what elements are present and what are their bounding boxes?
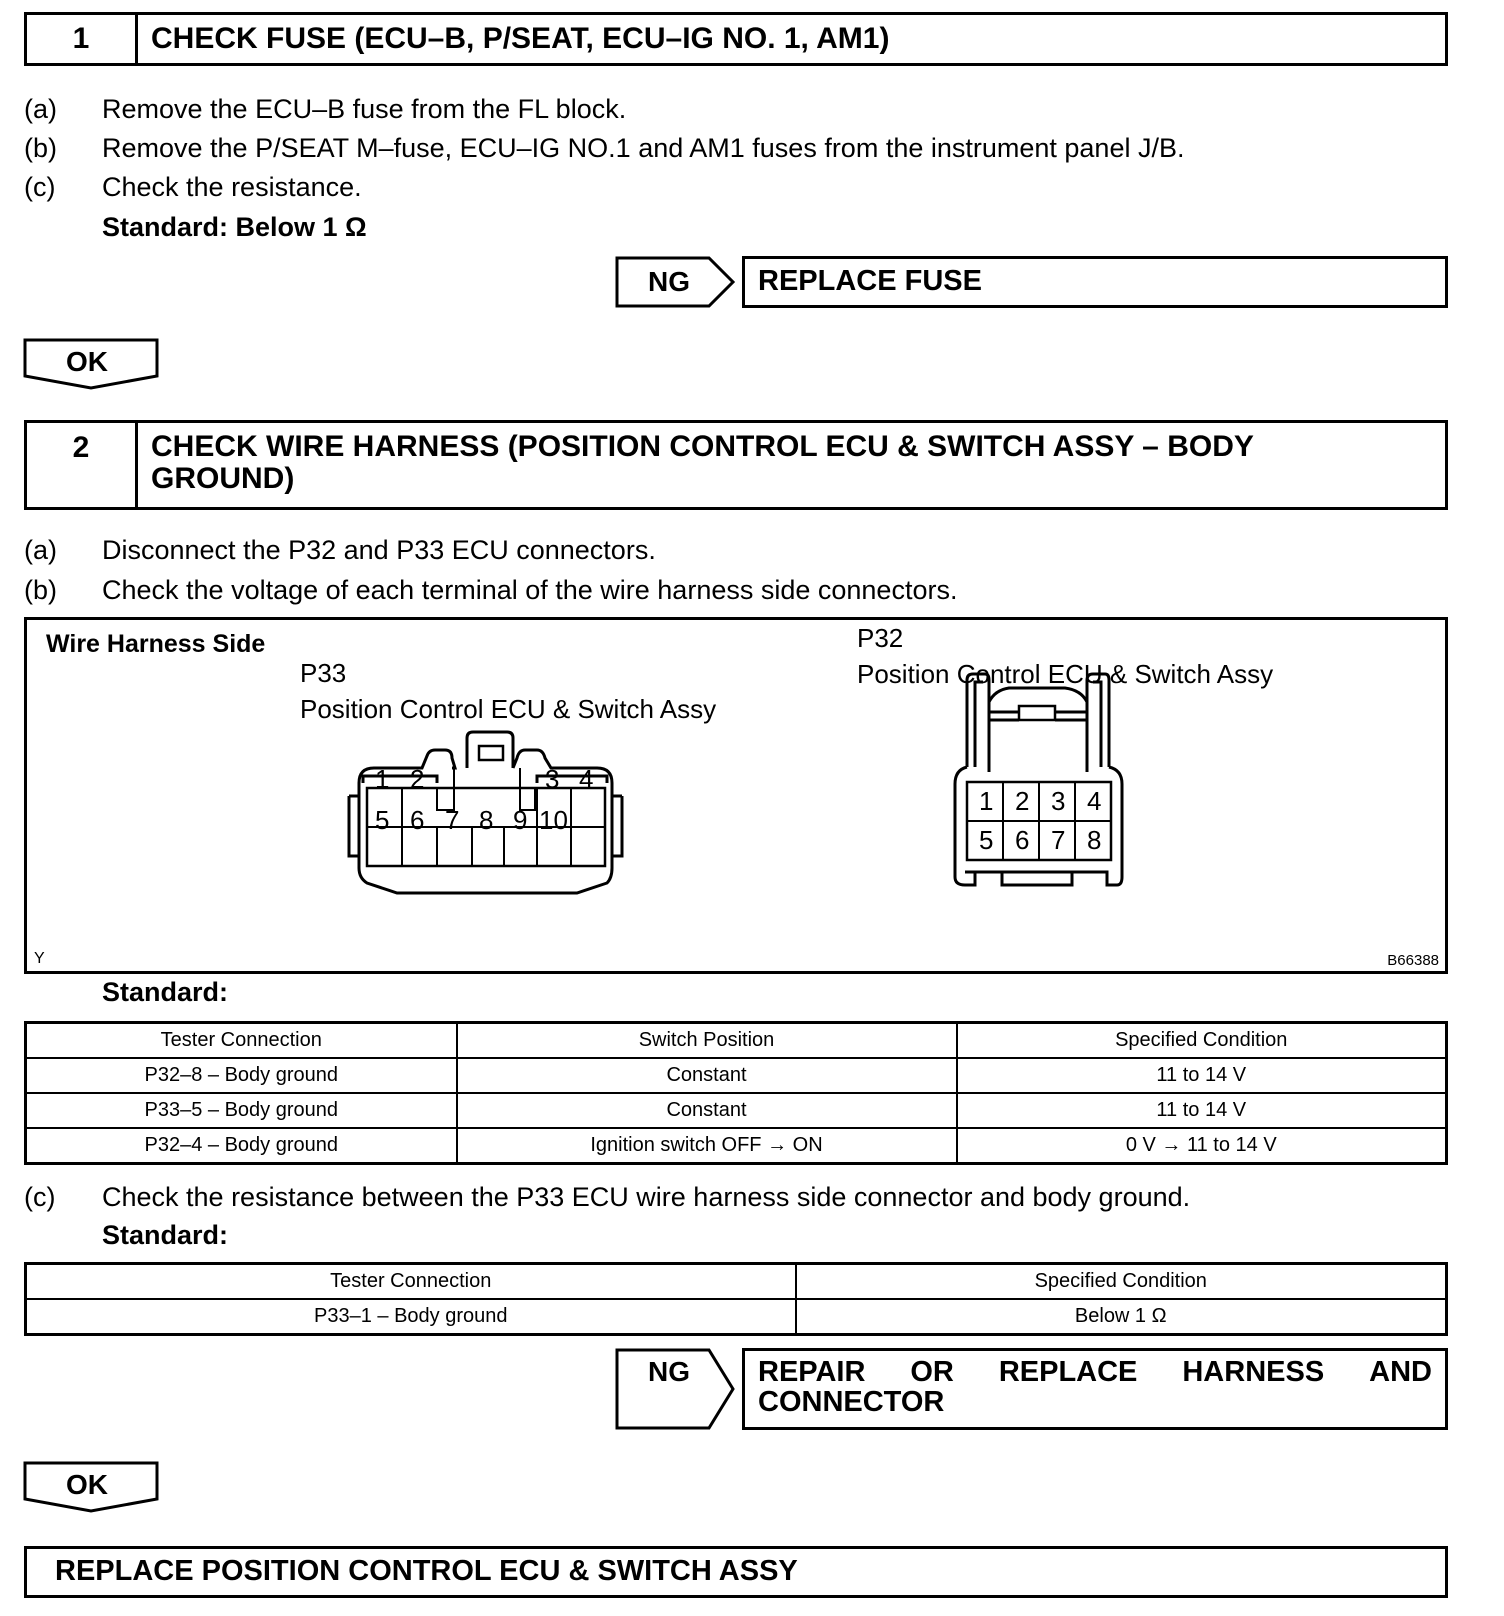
- p32-pin: 5: [979, 825, 994, 855]
- table-cell: P33–5 – Body ground: [26, 1093, 457, 1128]
- p33-pin: 1: [375, 764, 390, 794]
- table-header-row: [26, 1264, 1447, 1300]
- step-2-title-line2: GROUND): [151, 462, 295, 495]
- table-header: Tester Connection: [26, 1264, 796, 1300]
- ng-action-word: HARNESS: [1182, 1356, 1325, 1388]
- table-row: [26, 1128, 1447, 1164]
- table-header: Switch Position: [457, 1023, 957, 1059]
- step-2-ng-action: [742, 1348, 1448, 1430]
- item-label: (c): [24, 172, 56, 202]
- resistance-spec-table: [24, 1262, 1448, 1336]
- table-cell: P33–1 – Body ground: [26, 1299, 796, 1335]
- item-label: (a): [24, 535, 57, 565]
- p33-pin: 3: [545, 764, 560, 794]
- step-1-ng-label: NG: [648, 266, 690, 297]
- table-row: [26, 1093, 1447, 1128]
- p33-pin: 6: [410, 805, 425, 835]
- item-text: Remove the P/SEAT M–fuse, ECU–IG NO.1 and AM1 fuses from the instrument panel J/B.: [102, 133, 1185, 163]
- p33-pin: 4: [579, 764, 594, 794]
- p32-pin: 7: [1051, 825, 1066, 855]
- table-cell: Constant: [457, 1093, 957, 1128]
- table-cell: Ignition switch OFF → ON: [457, 1128, 957, 1164]
- step-1-item-c: [24, 171, 362, 203]
- p32-pin: 3: [1051, 786, 1066, 816]
- step-2-ng-label: NG: [648, 1356, 690, 1387]
- table-header-row: [26, 1023, 1447, 1059]
- ng-action-word: AND: [1369, 1356, 1432, 1388]
- p32-pin: 4: [1087, 786, 1102, 816]
- table-cell: P32–8 – Body ground: [26, 1058, 457, 1093]
- table-cell: P32–4 – Body ground: [26, 1128, 457, 1164]
- step-2-title-line1: CHECK WIRE HARNESS (POSITION CONTROL ECU & SWITCH ASSY – BODY: [151, 430, 1254, 463]
- step-1-standard: Standard: Below 1 Ω: [102, 212, 367, 242]
- p33-pin: 9: [513, 805, 528, 835]
- table-cell: 11 to 14 V: [957, 1093, 1447, 1128]
- p32-pin: 1: [979, 786, 994, 816]
- p32-code: P32: [857, 623, 904, 653]
- step-1-item-a: [24, 93, 626, 125]
- item-label: (a): [24, 94, 57, 124]
- connector-diagram: [24, 617, 1448, 974]
- table-cell: Below 1 Ω: [796, 1299, 1447, 1335]
- step-2-item-b: [24, 574, 957, 606]
- ng-action-line1: [758, 1357, 1432, 1387]
- p33-code: P33: [300, 658, 347, 688]
- table-header: Tester Connection: [26, 1023, 457, 1059]
- p32-name: Position Control ECU & Switch Assy: [857, 659, 1274, 689]
- item-text: Remove the ECU–B fuse from the FL block.: [102, 94, 627, 124]
- voltage-spec-table: [24, 1021, 1448, 1165]
- step-2-item-a: [24, 534, 656, 566]
- final-action-box: [24, 1546, 1448, 1598]
- item-label: (b): [24, 575, 57, 605]
- p33-pin: 8: [479, 805, 494, 835]
- p32-pin: 2: [1015, 786, 1030, 816]
- table-header: Specified Condition: [796, 1264, 1447, 1300]
- figure-code: B66388: [1387, 952, 1439, 969]
- table-cell: 11 to 14 V: [957, 1058, 1447, 1093]
- p33-name: Position Control ECU & Switch Assy: [300, 694, 717, 724]
- step-1-header: [24, 12, 1448, 66]
- ng-action-line2: CONNECTOR: [758, 1386, 945, 1418]
- step-2-item-c: [24, 1181, 1190, 1213]
- p33-pin: 7: [445, 805, 460, 835]
- step-2-ok-label: OK: [66, 1469, 108, 1500]
- step-1-title: CHECK FUSE (ECU–B, P/SEAT, ECU–IG NO. 1, AM1): [151, 22, 890, 55]
- item-text: Check the resistance.: [102, 172, 362, 202]
- ng-action-text: REPLACE FUSE: [758, 265, 982, 297]
- item-label: (c): [24, 1182, 56, 1212]
- p33-pin: 2: [410, 764, 425, 794]
- item-text: Disconnect the P32 and P33 ECU connectors.: [102, 535, 656, 565]
- ng-action-word: REPAIR: [758, 1356, 866, 1388]
- p32-pin: 8: [1087, 825, 1102, 855]
- table-header: Specified Condition: [957, 1023, 1447, 1059]
- step-1-number: 1: [27, 15, 138, 63]
- ng-action-word: OR: [910, 1356, 954, 1388]
- step-2-title: [138, 423, 1445, 507]
- table-cell: Constant: [457, 1058, 957, 1093]
- figure-corner-left: Y: [34, 950, 45, 967]
- resistance-standard-label: Standard:: [102, 1220, 229, 1250]
- ng-action-word: REPLACE: [998, 1356, 1138, 1388]
- step-1-ng-action: [742, 256, 1448, 308]
- item-label: (b): [24, 133, 57, 163]
- table-row: [26, 1058, 1447, 1093]
- table-row: [26, 1299, 1447, 1335]
- figure-heading: Wire Harness Side: [46, 630, 266, 658]
- item-text: Check the voltage of each terminal of the wire harness side connectors.: [102, 575, 958, 605]
- step-1-ok-label: OK: [66, 346, 108, 377]
- final-action-text: REPLACE POSITION CONTROL ECU & SWITCH ASSY: [55, 1555, 798, 1587]
- table-cell: 0 V → 11 to 14 V: [957, 1128, 1447, 1164]
- item-text: Check the resistance between the P33 ECU wire harness side connector and body ground.: [102, 1182, 1191, 1212]
- p33-pin: 5: [375, 805, 390, 835]
- voltage-standard-label: Standard:: [102, 977, 229, 1007]
- p32-pin: 6: [1015, 825, 1030, 855]
- p33-pin: 10: [539, 805, 568, 835]
- step-1-item-b: [24, 132, 1184, 164]
- step-2-header: [24, 420, 1448, 510]
- step-2-number: 2: [27, 423, 138, 507]
